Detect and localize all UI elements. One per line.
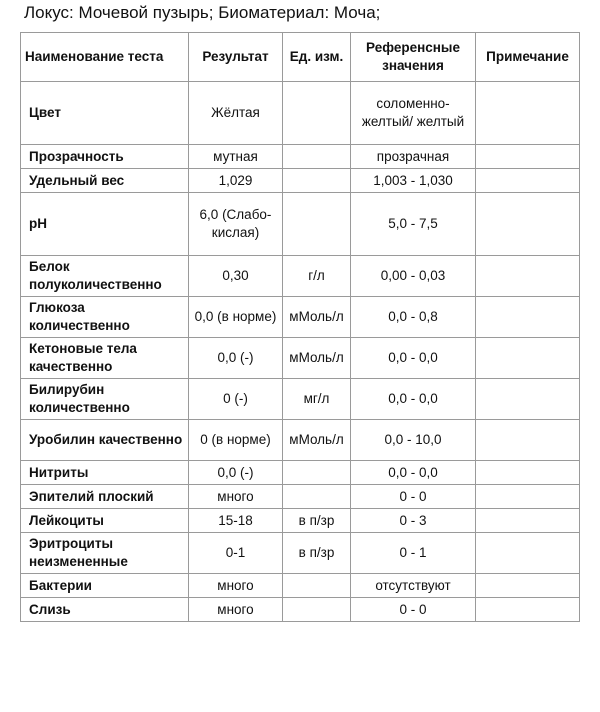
unit-cell [283,598,351,622]
unit-cell [283,461,351,485]
table-row-glucose [21,297,580,338]
unit-cell: в п/зр [283,509,351,533]
test-name-cell: Уробилин качественно [21,420,189,461]
table-row-color [21,82,580,145]
note-cell [476,193,580,256]
note-cell [476,420,580,461]
test-name-cell: Нитриты [21,461,189,485]
note-cell [476,338,580,379]
note-cell [476,145,580,169]
table-row-protein [21,256,580,297]
note-cell [476,485,580,509]
note-cell [476,533,580,574]
result-cell: 0,0 (-) [189,338,283,379]
unit-cell: в п/зр [283,533,351,574]
result-cell: 0-1 [189,533,283,574]
note-cell [476,169,580,193]
column-header-result: Результат [189,33,283,82]
table-row-nitrites [21,461,580,485]
reference-cell: 0,0 - 10,0 [351,420,476,461]
test-name-cell: pH [21,193,189,256]
reference-cell: 0,0 - 0,8 [351,297,476,338]
result-cell: 0,0 (-) [189,461,283,485]
test-name-cell: Эпителий плоский [21,485,189,509]
reference-cell: 0,0 - 0,0 [351,338,476,379]
unit-cell [283,485,351,509]
urinalysis-results-table [20,32,580,622]
reference-cell: 0 - 3 [351,509,476,533]
test-name-cell: Белок полуколичественно [21,256,189,297]
reference-cell: 5,0 - 7,5 [351,193,476,256]
reference-cell: 0 - 1 [351,533,476,574]
reference-cell: 0,0 - 0,0 [351,461,476,485]
reference-cell: 0 - 0 [351,485,476,509]
result-cell: 0,30 [189,256,283,297]
column-header-test-name: Наименование теста [21,33,189,82]
column-header-note: Примечание [476,33,580,82]
result-cell: 1,029 [189,169,283,193]
test-name-cell: Слизь [21,598,189,622]
unit-cell [283,169,351,193]
note-cell [476,509,580,533]
result-cell: мутная [189,145,283,169]
table-row-leukocytes [21,509,580,533]
table-row-bacteria [21,574,580,598]
test-name-cell: Глюкоза количественно [21,297,189,338]
table-header-row [21,33,580,82]
table-row-erythrocytes [21,533,580,574]
reference-cell: 0,00 - 0,03 [351,256,476,297]
column-header-reference: Референсные значения [351,33,476,82]
note-cell [476,598,580,622]
unit-cell [283,145,351,169]
reference-cell: 1,003 - 1,030 [351,169,476,193]
table-row-urobilin [21,420,580,461]
test-name-cell: Лейкоциты [21,509,189,533]
unit-cell: мМоль/л [283,338,351,379]
reference-cell: соломенно-желтый/ желтый [351,82,476,145]
result-cell: 0 (-) [189,379,283,420]
reference-cell: прозрачная [351,145,476,169]
result-cell: 15-18 [189,509,283,533]
test-name-cell: Кетоновые тела качественно [21,338,189,379]
test-name-cell: Бактерии [21,574,189,598]
unit-cell: мМоль/л [283,297,351,338]
reference-cell: отсутствуют [351,574,476,598]
note-cell [476,461,580,485]
test-name-cell: Удельный вес [21,169,189,193]
note-cell [476,82,580,145]
unit-cell [283,574,351,598]
table-row-transparency [21,145,580,169]
note-cell [476,379,580,420]
table-row-specific-gravity [21,169,580,193]
unit-cell: мМоль/л [283,420,351,461]
result-cell: 6,0 (Слабо-кислая) [189,193,283,256]
result-cell: 0,0 (в норме) [189,297,283,338]
column-header-unit: Ед. изм. [283,33,351,82]
result-cell: Жёлтая [189,82,283,145]
table-row-ketones [21,338,580,379]
document-header: Локус: Мочевой пузырь; Биоматериал: Моча; [24,3,381,22]
unit-cell [283,82,351,145]
unit-cell: мг/л [283,379,351,420]
result-cell: 0 (в норме) [189,420,283,461]
table-row-bilirubin [21,379,580,420]
test-name-cell: Билирубин количественно [21,379,189,420]
unit-cell: г/л [283,256,351,297]
result-cell: много [189,485,283,509]
reference-cell: 0 - 0 [351,598,476,622]
unit-cell [283,193,351,256]
note-cell [476,297,580,338]
note-cell [476,574,580,598]
test-name-cell: Цвет [21,82,189,145]
table-row-ph [21,193,580,256]
result-cell: много [189,598,283,622]
note-cell [476,256,580,297]
reference-cell: 0,0 - 0,0 [351,379,476,420]
test-name-cell: Эритроциты неизмененные [21,533,189,574]
test-name-cell: Прозрачность [21,145,189,169]
table-row-squamous-epithelium [21,485,580,509]
table-row-mucus [21,598,580,622]
result-cell: много [189,574,283,598]
